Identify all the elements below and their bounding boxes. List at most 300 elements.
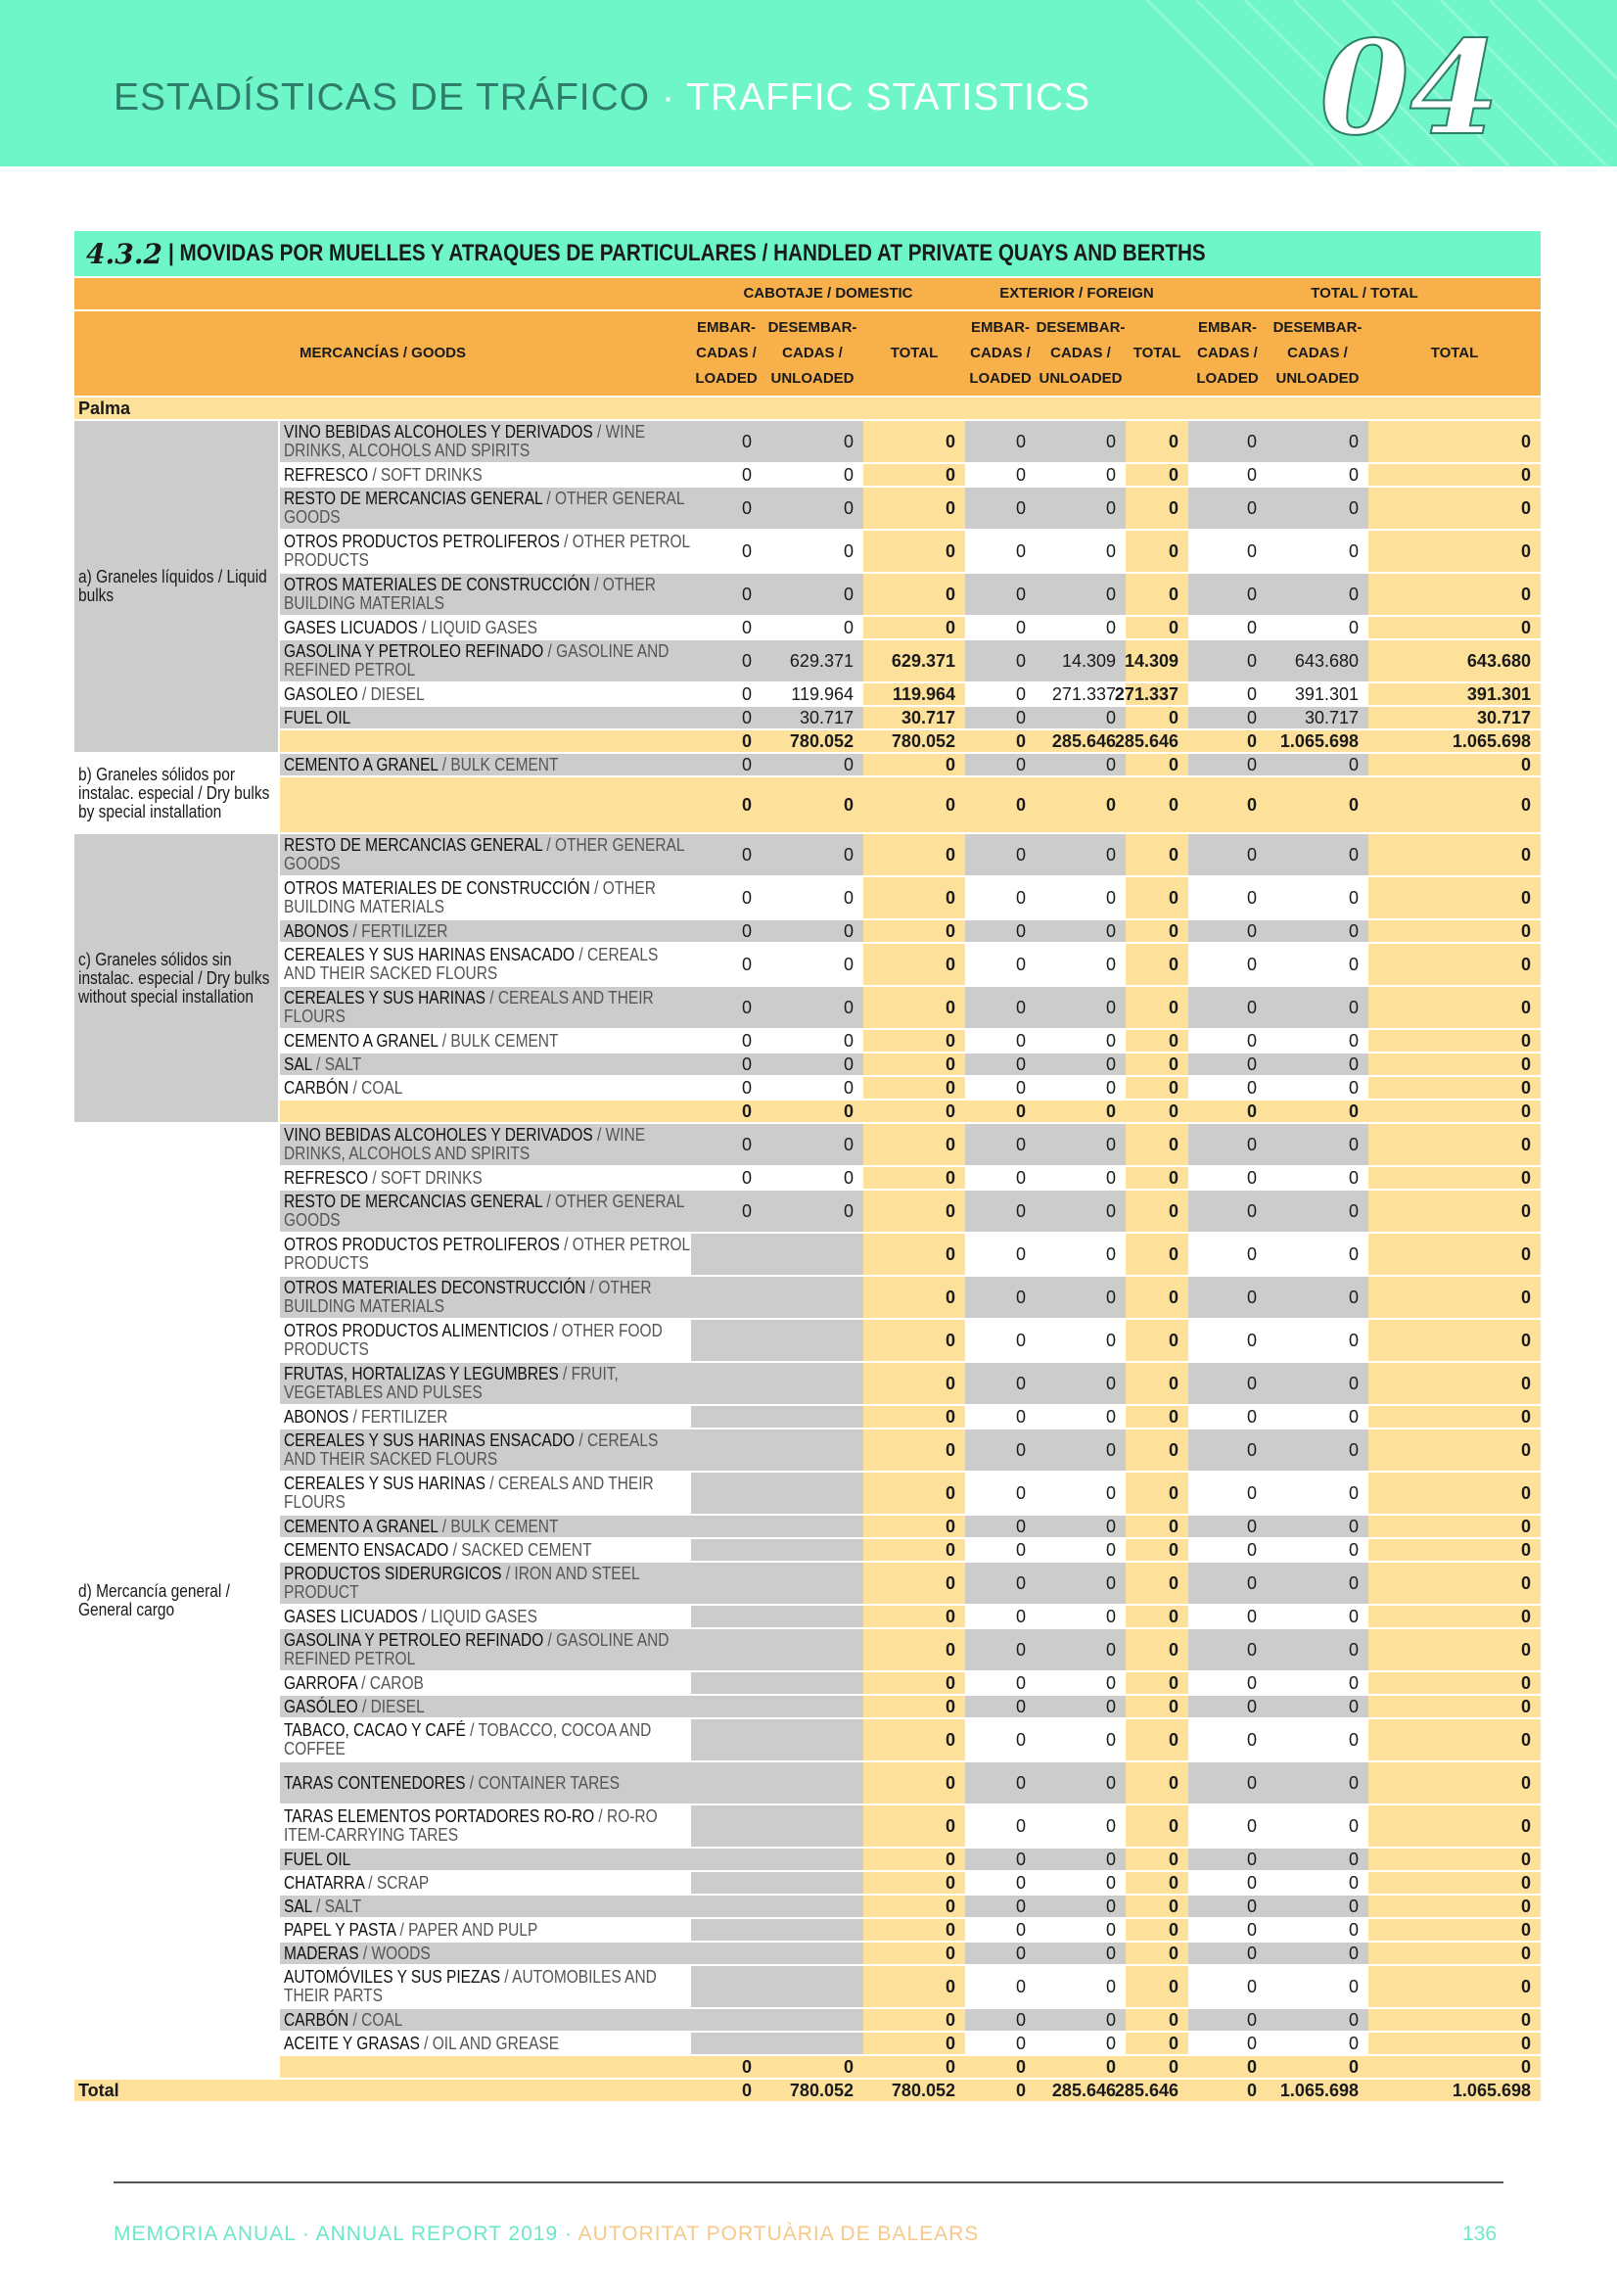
goods-name-en: FRUIT, VEGETABLES AND PULSES [284, 1364, 619, 1402]
goods-slash: / [357, 683, 371, 704]
row-value [1188, 1872, 1267, 1894]
goods-label-text [284, 1322, 690, 1359]
goods-slash: / [485, 1474, 498, 1493]
column-header [1368, 311, 1541, 396]
row-value [863, 920, 965, 942]
cell-value: 0 [1520, 1872, 1531, 1893]
cell-value: 0 [1105, 1167, 1116, 1188]
row-value [965, 1124, 1036, 1165]
row-value [762, 464, 863, 486]
column-header [863, 311, 965, 396]
row-value [691, 1234, 762, 1275]
row-value [1036, 1167, 1126, 1189]
cell-value: 0 [1246, 2009, 1257, 2030]
row-value [965, 531, 1036, 572]
cell-value: 0 [945, 1101, 955, 1121]
row-value [1368, 1191, 1541, 1232]
cell-value: 0 [1520, 2009, 1531, 2030]
section-label [74, 421, 278, 752]
row-value [1036, 531, 1126, 572]
cell-value: 271.337 [1051, 683, 1116, 704]
cell-value: 0 [1520, 1772, 1531, 1793]
row-value [1126, 464, 1188, 486]
cell-value: 0 [1105, 617, 1116, 637]
row-value [1126, 1473, 1188, 1514]
row-value [1188, 834, 1267, 875]
goods-label-text [284, 1945, 690, 1963]
cell-value: 0 [1168, 1606, 1178, 1626]
row-value [691, 707, 762, 728]
cell-value: 0 [1105, 1729, 1116, 1750]
goods-label [280, 1696, 691, 1717]
row-value [1126, 640, 1188, 681]
cell-value: 0 [1520, 1482, 1531, 1503]
goods-label-text [284, 1874, 690, 1893]
row-value [863, 1966, 965, 2007]
row-value [863, 1696, 965, 1717]
column-header-line: UNLOADED [770, 370, 855, 387]
cell-value: 0 [1105, 1101, 1116, 1121]
cell-value: 0 [1015, 1919, 1026, 1940]
cell-value: 0 [1015, 2056, 1026, 2077]
row-value [1368, 1629, 1541, 1670]
goods-label-text [284, 1408, 690, 1427]
row-value [691, 1406, 762, 1428]
row-value [863, 1849, 965, 1870]
row-value [691, 987, 762, 1028]
cell-value: 0 [741, 584, 752, 604]
row-value [863, 1167, 965, 1189]
goods-name-es: MADERAS [284, 1943, 359, 1963]
cell-value: 0 [1105, 794, 1116, 815]
goods-name-es: VINO BEBIDAS ALCOHOLES Y DERIVADOS [284, 422, 593, 442]
row-value [762, 1762, 863, 1804]
row-value [1126, 1054, 1188, 1075]
row-value [1036, 944, 1126, 985]
cell-value: 0 [1015, 464, 1026, 485]
cell-value: 0 [1015, 1243, 1026, 1264]
cell-value: 391.301 [1294, 683, 1359, 704]
row-value [1368, 1077, 1541, 1099]
row-value [965, 707, 1036, 728]
cell-value: 0 [1520, 1919, 1531, 1940]
cell-value: 0 [741, 997, 752, 1017]
cell-value: 0 [945, 1287, 955, 1307]
goods-slash: / [438, 1030, 451, 1051]
section-label-en: General cargo [78, 1600, 175, 1619]
goods-label-text [284, 1541, 690, 1560]
total-value [691, 2080, 762, 2101]
row-value [691, 1191, 762, 1232]
cell-value: 0 [945, 1849, 955, 1869]
goods-name-es: ABONOS [284, 920, 349, 941]
cell-value: 0 [1348, 1134, 1359, 1154]
cell-value: 0 [1105, 584, 1116, 604]
cell-value: 0 [1246, 1539, 1257, 1560]
subtotal-value [1267, 730, 1368, 752]
row-value [863, 464, 965, 486]
row-value [762, 1077, 863, 1099]
row-value [762, 1277, 863, 1318]
goods-label-text [284, 466, 690, 485]
goods-name-en: FERTILIZER [361, 920, 448, 941]
row-value [1267, 877, 1368, 918]
column-header-line: LOADED [1196, 370, 1259, 387]
column-header-line: TOTAL [1430, 345, 1479, 361]
row-value [863, 1124, 965, 1165]
goods-slash: / [311, 1896, 325, 1916]
row-value [1368, 1762, 1541, 1804]
goods-name-es: GARROFA [284, 1672, 357, 1693]
cell-value: 0 [1348, 1772, 1359, 1793]
row-value [1126, 1077, 1188, 1099]
cell-value: 0 [1015, 1330, 1026, 1350]
goods-label [280, 1606, 691, 1627]
footer-text [114, 2223, 979, 2246]
cell-value: 0 [1348, 1606, 1359, 1626]
goods-header-label: MERCANCÍAS / GOODS [299, 345, 466, 361]
goods-label [280, 640, 691, 681]
goods-name-es: FRUTAS, HORTALIZAS Y LEGUMBRES [284, 1364, 559, 1383]
row-value [1188, 1719, 1267, 1760]
cell-value: 0 [1520, 1134, 1531, 1154]
goods-name-en: OTHER GENERAL GOODS [284, 835, 684, 873]
row-value [762, 1320, 863, 1361]
cell-value: 0 [1105, 1672, 1116, 1693]
goods-label-text [284, 1475, 690, 1512]
subtotal-value [863, 730, 965, 752]
goods-name-es: GASES LICUADOS [284, 1606, 418, 1626]
row-value [1267, 617, 1368, 638]
column-header-line: EMBAR- [697, 319, 756, 336]
row-value [1267, 1696, 1368, 1717]
row-value [762, 1719, 863, 1760]
goods-label [280, 1320, 691, 1361]
cell-value: 0 [1348, 1077, 1359, 1098]
cell-value: 0 [1168, 1919, 1178, 1940]
goods-label-text [284, 946, 690, 983]
cell-value: 0 [945, 887, 955, 908]
row-value [863, 1473, 965, 1514]
cell-value: 0 [1348, 2056, 1359, 2077]
column-header [691, 311, 762, 396]
row-value [1188, 464, 1267, 486]
cell-value: 0 [945, 1815, 955, 1836]
row-value [1126, 1849, 1188, 1870]
row-value [965, 1539, 1036, 1561]
cell-value: 0 [1348, 431, 1359, 451]
goods-label [280, 1629, 691, 1670]
row-value [863, 1320, 965, 1361]
column-header-line: EMBAR- [1198, 319, 1257, 336]
row-value [1114, 683, 1188, 705]
cell-value: 0 [741, 730, 752, 751]
row-value [1188, 1406, 1267, 1428]
cell-value: 0 [741, 1101, 752, 1121]
cell-value: 0 [1246, 1516, 1257, 1536]
cell-value: 0 [1015, 1639, 1026, 1660]
cell-value: 0 [1105, 464, 1116, 485]
subtotal-value [1036, 1101, 1126, 1122]
row-value [965, 1919, 1036, 1941]
goods-name-en: SALT [324, 1054, 362, 1074]
cell-value: 0 [1520, 1077, 1531, 1098]
cell-value: 0 [1168, 1729, 1178, 1750]
row-value [691, 1429, 762, 1471]
row-value [863, 1054, 965, 1075]
row-value [1036, 1473, 1126, 1514]
goods-name-es: PAPEL Y PASTA [284, 1919, 396, 1940]
goods-name-en: CEREALS AND THEIR SACKED FLOURS [284, 945, 659, 983]
cell-value: 0 [1168, 497, 1178, 518]
cell-value: 0 [1168, 584, 1178, 604]
row-value [691, 574, 762, 615]
section-label-en: Liquid bulks [78, 567, 267, 605]
cell-value: 0 [1246, 794, 1257, 815]
goods-name-es: FUEL OIL [284, 1849, 351, 1869]
cell-value: 0 [1246, 1943, 1257, 1963]
cell-value: 0 [1168, 794, 1178, 815]
cell-value: 0 [1348, 1896, 1359, 1916]
cell-value: 0 [741, 1134, 752, 1154]
goods-name-en: AUTOMOBILES AND THEIR PARTS [284, 1967, 657, 2005]
cell-value: 0 [945, 1872, 955, 1893]
cell-value: 0 [945, 1606, 955, 1626]
cell-value: 0 [741, 1054, 752, 1074]
cell-value: 119.964 [892, 683, 955, 704]
goods-slash: / [368, 1167, 381, 1188]
cell-value: 0 [1105, 1572, 1116, 1593]
row-value [1036, 1277, 1126, 1318]
cell-value: 0 [1015, 1134, 1026, 1154]
cell-value: 0 [1168, 754, 1178, 774]
row-value [1036, 987, 1126, 1028]
row-value [762, 1406, 863, 1428]
row-value [863, 944, 965, 985]
column-header-line: CADAS / [1050, 345, 1111, 361]
row-value [863, 707, 965, 728]
row-value [1368, 1896, 1541, 1917]
row-value [762, 1943, 863, 1964]
cell-value: 0 [1348, 464, 1359, 485]
row-value [1368, 1606, 1541, 1627]
goods-label-text [284, 1126, 690, 1163]
goods-label-text [284, 1968, 690, 2005]
cell-value: 0 [1015, 2033, 1026, 2053]
cell-value: 0 [1015, 431, 1026, 451]
row-value [863, 1719, 965, 1760]
goods-label [280, 1943, 691, 1964]
goods-name-en: GASOLINE AND REFINED PETROL [284, 1630, 670, 1668]
group-header-label: TOTAL / TOTAL [1311, 285, 1418, 302]
row-value [762, 1473, 863, 1514]
cell-value: 0 [741, 754, 752, 774]
row-value [1126, 2009, 1188, 2031]
row-value [1036, 1629, 1126, 1670]
cell-value: 0 [1105, 754, 1116, 774]
cell-value: 0 [741, 954, 752, 974]
column-header-line: LOADED [969, 370, 1032, 387]
row-value [1126, 1919, 1188, 1941]
column-header [1188, 311, 1267, 396]
row-value [1188, 2033, 1267, 2054]
cell-value: 30.717 [1476, 707, 1531, 727]
row-value [762, 1124, 863, 1165]
row-value [1267, 574, 1368, 615]
subtotal-value [965, 730, 1036, 752]
cell-value: 0 [1246, 1243, 1257, 1264]
cell-value: 0 [1168, 1167, 1178, 1188]
goods-label-text [284, 1518, 690, 1536]
goods-slash: / [368, 464, 381, 485]
cell-value: 0 [1168, 1077, 1178, 1098]
row-value [965, 987, 1036, 1028]
row-value [1368, 617, 1541, 638]
row-value [762, 1696, 863, 1717]
row-value [1267, 1966, 1368, 2007]
cell-value: 0 [1246, 1919, 1257, 1940]
cell-value: 0 [741, 683, 752, 704]
cell-value: 0 [1520, 794, 1531, 815]
goods-name-es: SAL [284, 1054, 312, 1074]
row-value [1036, 617, 1126, 638]
cell-value: 0 [1015, 997, 1026, 1017]
row-value [1368, 1473, 1541, 1514]
cell-value: 285.646 [1051, 2080, 1116, 2100]
row-value [1188, 877, 1267, 918]
cell-value: 0 [843, 464, 854, 485]
row-value [1036, 488, 1126, 529]
cell-value: 0 [1168, 1054, 1178, 1074]
cell-value: 0 [1105, 1896, 1116, 1916]
row-value [1368, 1872, 1541, 1894]
row-value [1368, 1719, 1541, 1760]
cell-value: 0 [1520, 1815, 1531, 1836]
row-value [691, 1539, 762, 1561]
goods-name-en: CEREALS AND THEIR SACKED FLOURS [284, 1430, 659, 1469]
cell-value: 0 [1348, 1696, 1359, 1716]
goods-name-es: AUTOMÓVILES Y SUS PIEZAS [284, 1967, 501, 1987]
cell-value: 0 [945, 1200, 955, 1221]
goods-slash: / [438, 1516, 451, 1536]
goods-name-en: SOFT DRINKS [380, 1167, 483, 1188]
cell-value: 0 [741, 794, 752, 815]
cell-value: 0 [1520, 1030, 1531, 1051]
goods-name-es: PRODUCTOS SIDERURGICOS [284, 1564, 502, 1583]
row-value [1126, 421, 1188, 462]
subtotal-label [280, 1101, 691, 1122]
cell-value: 0 [1246, 1606, 1257, 1626]
cell-value: 0 [1015, 1539, 1026, 1560]
total-value [1368, 2080, 1541, 2101]
row-value [965, 617, 1036, 638]
cell-value: 0 [1348, 1482, 1359, 1503]
row-value [965, 1762, 1036, 1804]
cell-value: 0 [1105, 1030, 1116, 1051]
cell-value: 0 [945, 754, 955, 774]
title-es: ESTADÍSTICAS DE TRÁFICO [114, 76, 651, 118]
row-value [1126, 1234, 1188, 1275]
row-value [1188, 1943, 1267, 1964]
row-value [1267, 1629, 1368, 1670]
cell-value: 0 [1348, 1943, 1359, 1963]
goods-slash: / [348, 1077, 362, 1098]
goods-slash: / [395, 1919, 409, 1940]
cell-value: 0 [1520, 2056, 1531, 2077]
cell-value: 0 [1520, 1729, 1531, 1750]
goods-name-es: CEMENTO A GRANEL [284, 1516, 439, 1536]
column-header-line: CADAS / [1197, 345, 1258, 361]
cell-value: 0 [1015, 584, 1026, 604]
total-label-text: Total [78, 2080, 119, 2100]
row-value [863, 834, 965, 875]
goods-label [280, 707, 691, 728]
goods-label-text [284, 1807, 690, 1845]
cell-value: 0 [1168, 1849, 1178, 1869]
row-value [1188, 1896, 1267, 1917]
row-value [762, 1191, 863, 1232]
row-value [1036, 574, 1126, 615]
row-value [1267, 987, 1368, 1028]
row-value [1126, 834, 1188, 875]
row-value [1188, 1539, 1267, 1561]
cell-value: 0 [1348, 1639, 1359, 1660]
cell-value: 0 [945, 584, 955, 604]
row-value [1188, 1124, 1267, 1165]
goods-label-text [284, 1279, 690, 1316]
goods-label [280, 1563, 691, 1604]
goods-slash: / [465, 1720, 479, 1740]
row-value [762, 1539, 863, 1561]
cell-value: 0 [1348, 1815, 1359, 1836]
row-value [1368, 1429, 1541, 1471]
cell-value: 0 [1105, 1696, 1116, 1716]
row-value [965, 1563, 1036, 1604]
goods-name-es: CEREALES Y SUS HARINAS ENSACADO [284, 945, 576, 964]
cell-value: 0 [1168, 1373, 1178, 1393]
goods-name-es: RESTO DE MERCANCIAS GENERAL [284, 835, 543, 855]
cell-value: 0 [741, 920, 752, 941]
goods-label-text [284, 642, 690, 679]
cell-value: 0 [945, 1896, 955, 1916]
goods-label-text [284, 533, 690, 570]
row-value [1368, 1516, 1541, 1537]
cell-value: 0 [1015, 1287, 1026, 1307]
column-header-line: CADAS / [696, 345, 757, 361]
cell-value: 0 [945, 1406, 955, 1427]
cell-value: 0 [1015, 1849, 1026, 1869]
cell-value: 0 [1348, 1167, 1359, 1188]
row-value [1267, 1762, 1368, 1804]
goods-label [280, 1406, 691, 1428]
cell-value: 0 [945, 1030, 955, 1051]
row-value [1267, 1167, 1368, 1189]
row-value [1368, 683, 1541, 705]
cell-value: 0 [945, 464, 955, 485]
goods-name-es: CHATARRA [284, 1872, 364, 1893]
total-value [762, 2080, 863, 2101]
goods-name-en: RO-RO ITEM-CARRYING TARES [284, 1806, 658, 1845]
goods-label-text [284, 1565, 690, 1602]
cell-value: 0 [843, 887, 854, 908]
row-value [1368, 1943, 1541, 1964]
cell-value: 0 [1520, 1572, 1531, 1593]
row-value [863, 488, 965, 529]
cell-value: 0 [1105, 2009, 1116, 2030]
cell-value: 0 [1520, 584, 1531, 604]
cell-value: 0 [1348, 1101, 1359, 1121]
goods-label-text [284, 2011, 690, 2030]
